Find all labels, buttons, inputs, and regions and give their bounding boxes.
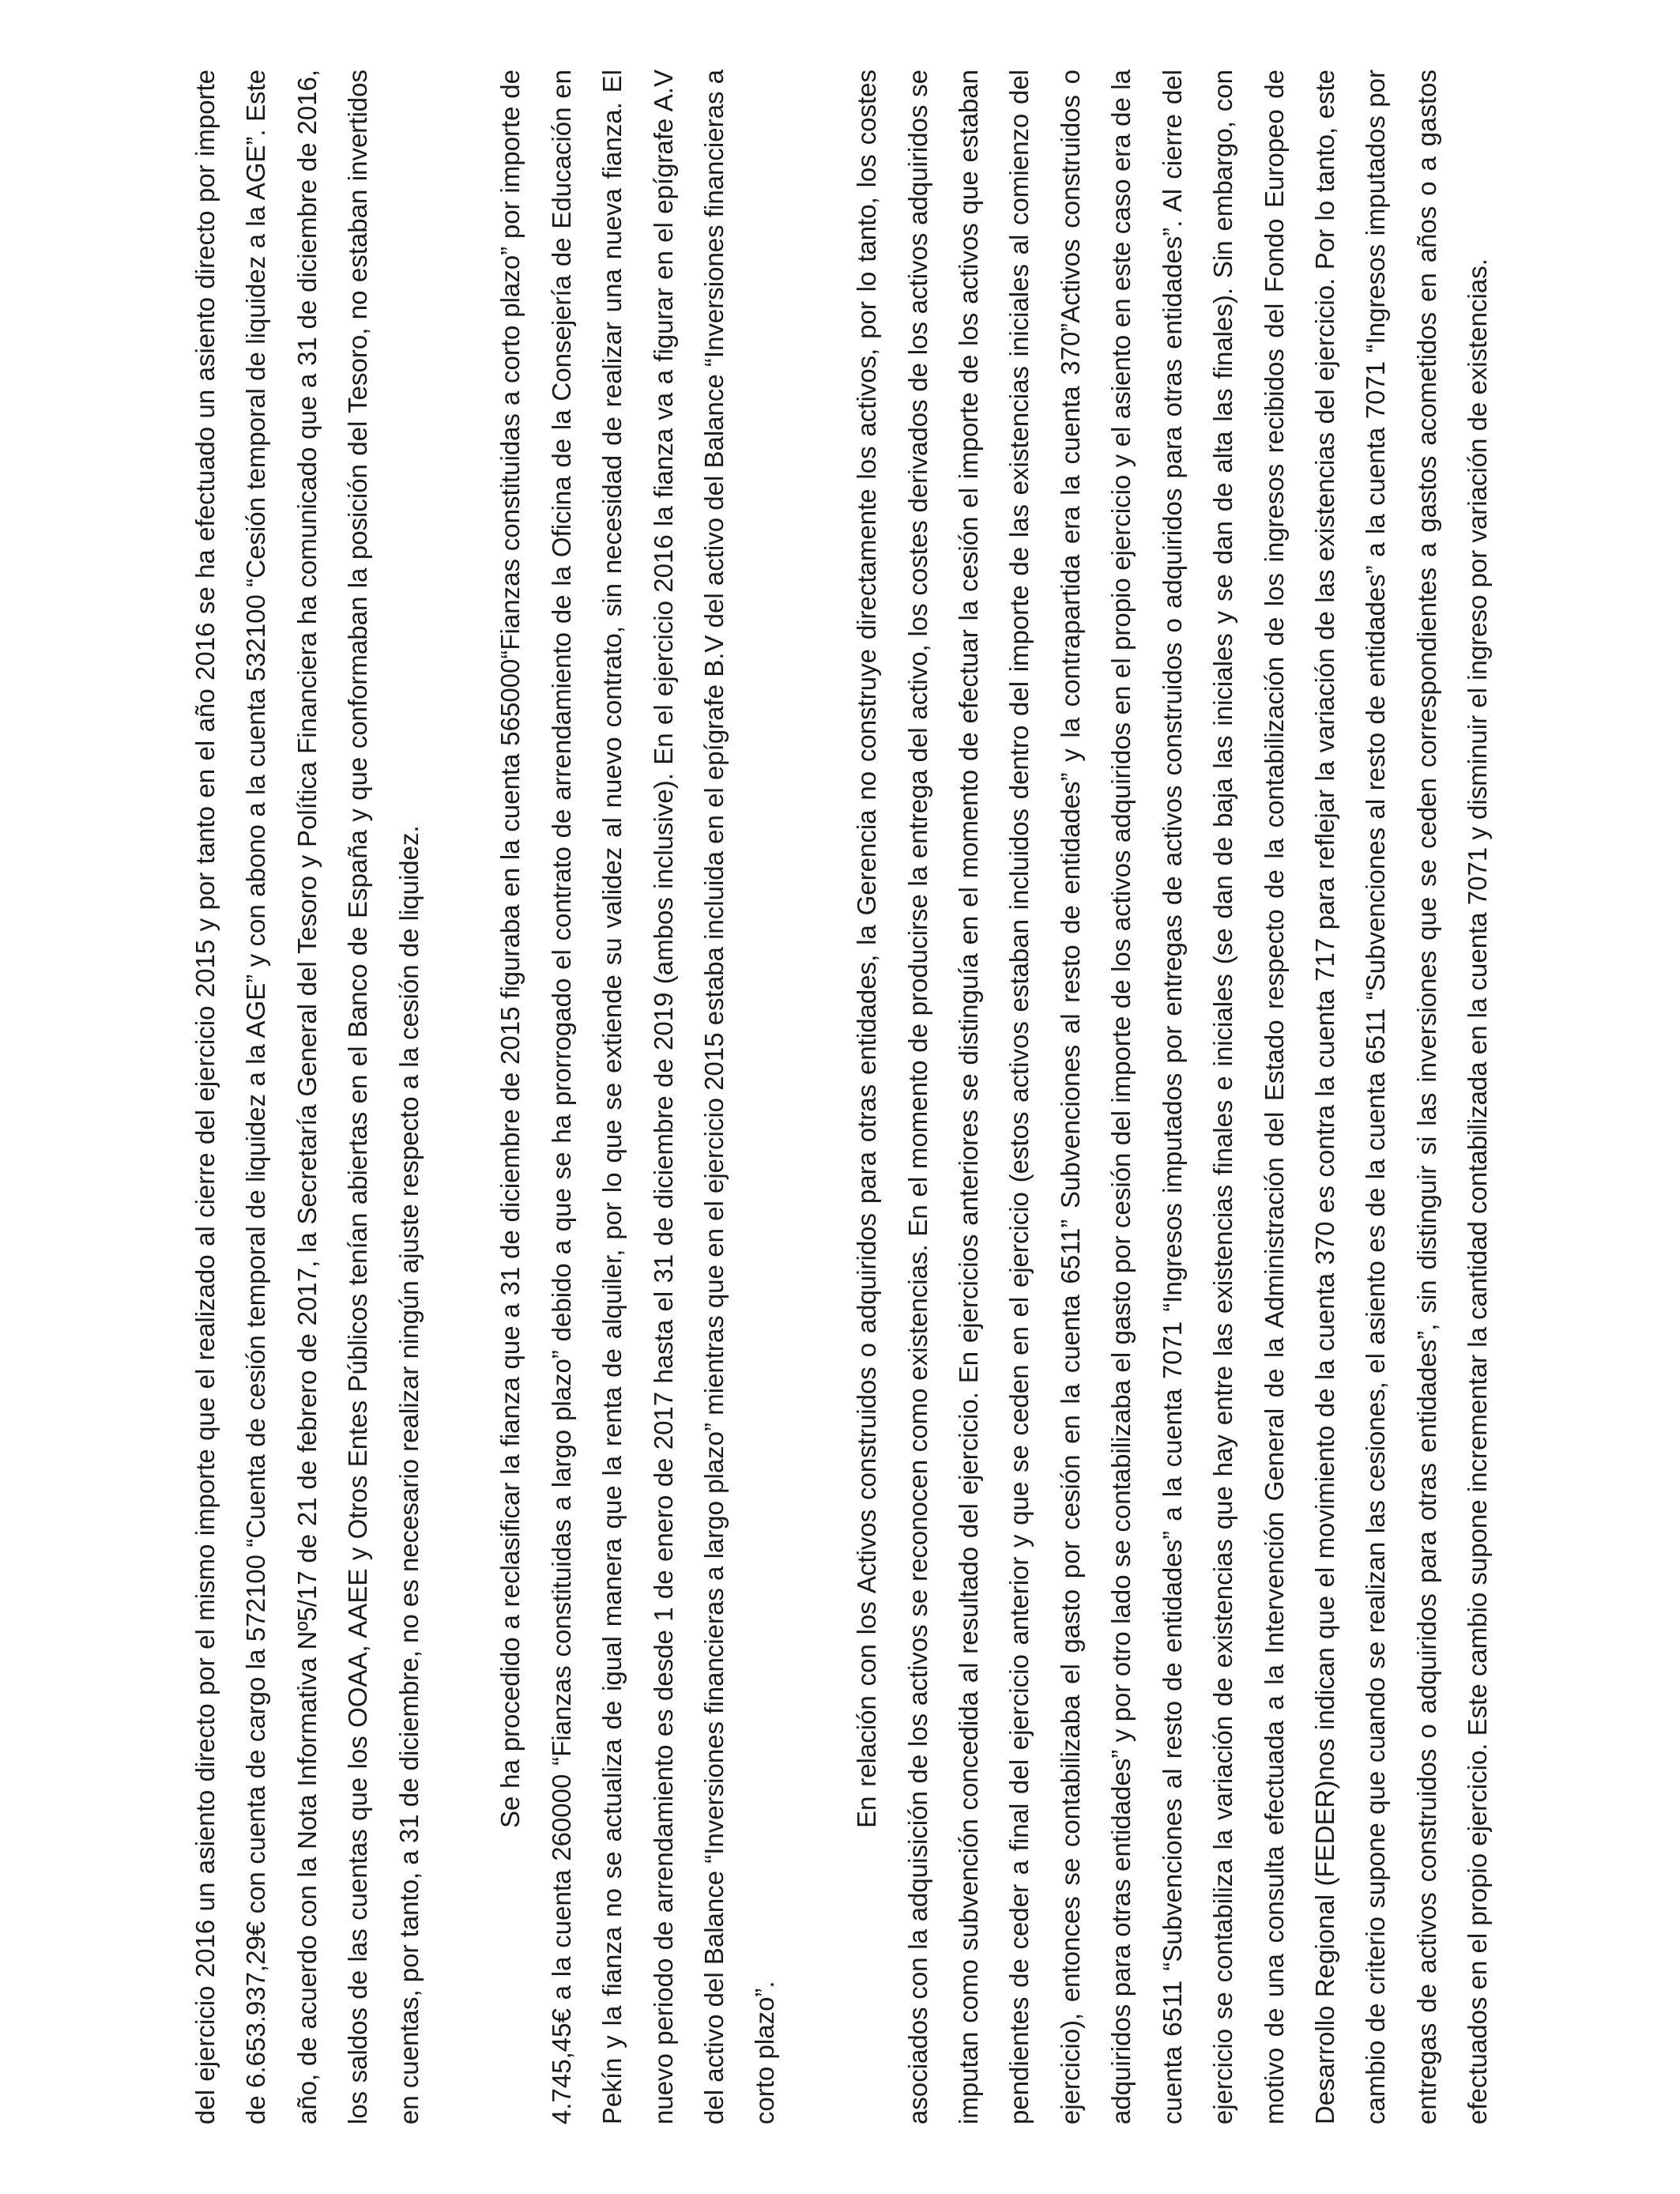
paragraph-cesion-liquidez: del ejercicio 2016 un asiento directo por el mismo importe que el realizado al cierre del ejercicio 2015 y por tanto en el año 2016 se ha efectuado un asiento directo por importe de 6.653.937,29€ con cuenta de cargo la 572100 “Cuenta de cesión temporal de liquidez a la AGE” y con abono a la cuenta 532100 “Cesión temporal de liquidez a la AGE”. Este año, de acuerdo con la Nota Informativa Nº5/17 de 21 de febrero de 2017, la Secretaría General del Tesoro y Política Financiera ha comunicado que a 31 de diciembre de 2016, los saldos de las cuentas que los OOAA, AAEE y Otros Entes Públicos tenían abiertas en el Banco de España y que conformaban la posición del Tesoro, no estaban invertidos en cuentas, por tanto, a 31 de diciembre, no es necesario realizar ningún ajuste respecto a la cesión de liquidez. bbox=[190, 70, 424, 2124]
paragraph-activos-construidos: En relación con los Activos construidos o adquiridos para otras entidades, la Gerencia no construye directamente los activos, por lo tanto, los costes asociados con la adquisición de los activos se reconocen como existencias. En el momento de producirse la entrega del activo, los costes derivados de los activos adquiridos se imputan como subvención concedida al resultado del ejercicio. En ejercicios anteriores se distinguía en el momento de efectuar la cesión el importe de los activos que estaban pendientes de ceder a final del ejercicio anterior y que se ceden en el ejercicio (estos activos estaban incluidos dentro del importe de las existencias iniciales al comienzo del ejercicio), entonces se contabilizaba el gasto por cesión en la cuenta 6511” Subvenciones al resto de entidades” y la contrapartida era la cuenta 370”Activos construidos o adquiridos para otras entidades” y por otro lado se contabilizaba el gasto por cesión del importe de los activos adquiridos en el propio ejercicio y el asiento en este caso era de la cuenta 6511 “Subvenciones al resto de entidades” a la cuenta 7071 “Ingresos imputados por entregas de activos construidos o adquiridos para otras entidades”. Al cierre del ejercicio se contabiliza la variación de existencias que hay entre las existencias finales e iniciales (se dan de baja las iniciales y se dan de alta las finales). Sin embargo, con motivo de una consulta efectuada a la Intervención General de la Administración del Estado respecto de la contabilización de los ingresos recibidos del Fondo Europeo de Desarrollo Regional (FEDER)nos indican que el movimiento de la cuenta 370 es contra la cuenta 717 para reflejar la variación de las existencias del ejercicio. Por lo tanto, este cambio de criterio supone que cuando se realizan las cesiones, el asiento es de la cuenta 6511 “Subvenciones al resto de entidades” a la cuenta 7071 “Ingresos imputados por entregas de activos construidos o adquiridos para otras entidades”, sin distinguir si las inversiones que se ceden correspondientes a gastos acometidos en años o a gastos efectuados en el propio ejercicio. Este cambio supone incrementar la cantidad contabilizada en la cuenta 7071 y disminuir el ingreso por variación de existencias. bbox=[852, 70, 1493, 2124]
paragraph-spacer bbox=[435, 70, 485, 2124]
document-body bbox=[180, 70, 1500, 2124]
paragraph-spacer bbox=[791, 70, 842, 2124]
paragraph-fianza: Se ha procedido a reclasificar la fianza que a 31 de diciembre de 2015 figuraba en la cuenta 565000“Fianzas constituidas a corto plazo” por importe de 4.745,45€ a la cuenta 260000 “Fianzas constituidas a largo plazo” debido a que se ha prorrogado el contrato de arrendamiento de la Oficina de la Consejería de Educación en Pekín y la fianza no se actualiza de igual manera que la renta de alquiler, por lo que se extiende su validez al nuevo contrato, sin necesidad de realizar una nueva fianza. El nuevo periodo de arrendamiento es desde 1 de enero de 2017 hasta el 31 de diciembre de 2019 (ambos inclusive). En el ejercicio 2016 la fianza va a figurar en el epígrafe A.V del activo del Balance “Inversiones financieras a largo plazo” mientras que en el ejercicio 2015 estaba incluida en el epígrafe B.V del activo del Balance “Inversiones financieras a corto plazo”. bbox=[495, 70, 780, 2124]
